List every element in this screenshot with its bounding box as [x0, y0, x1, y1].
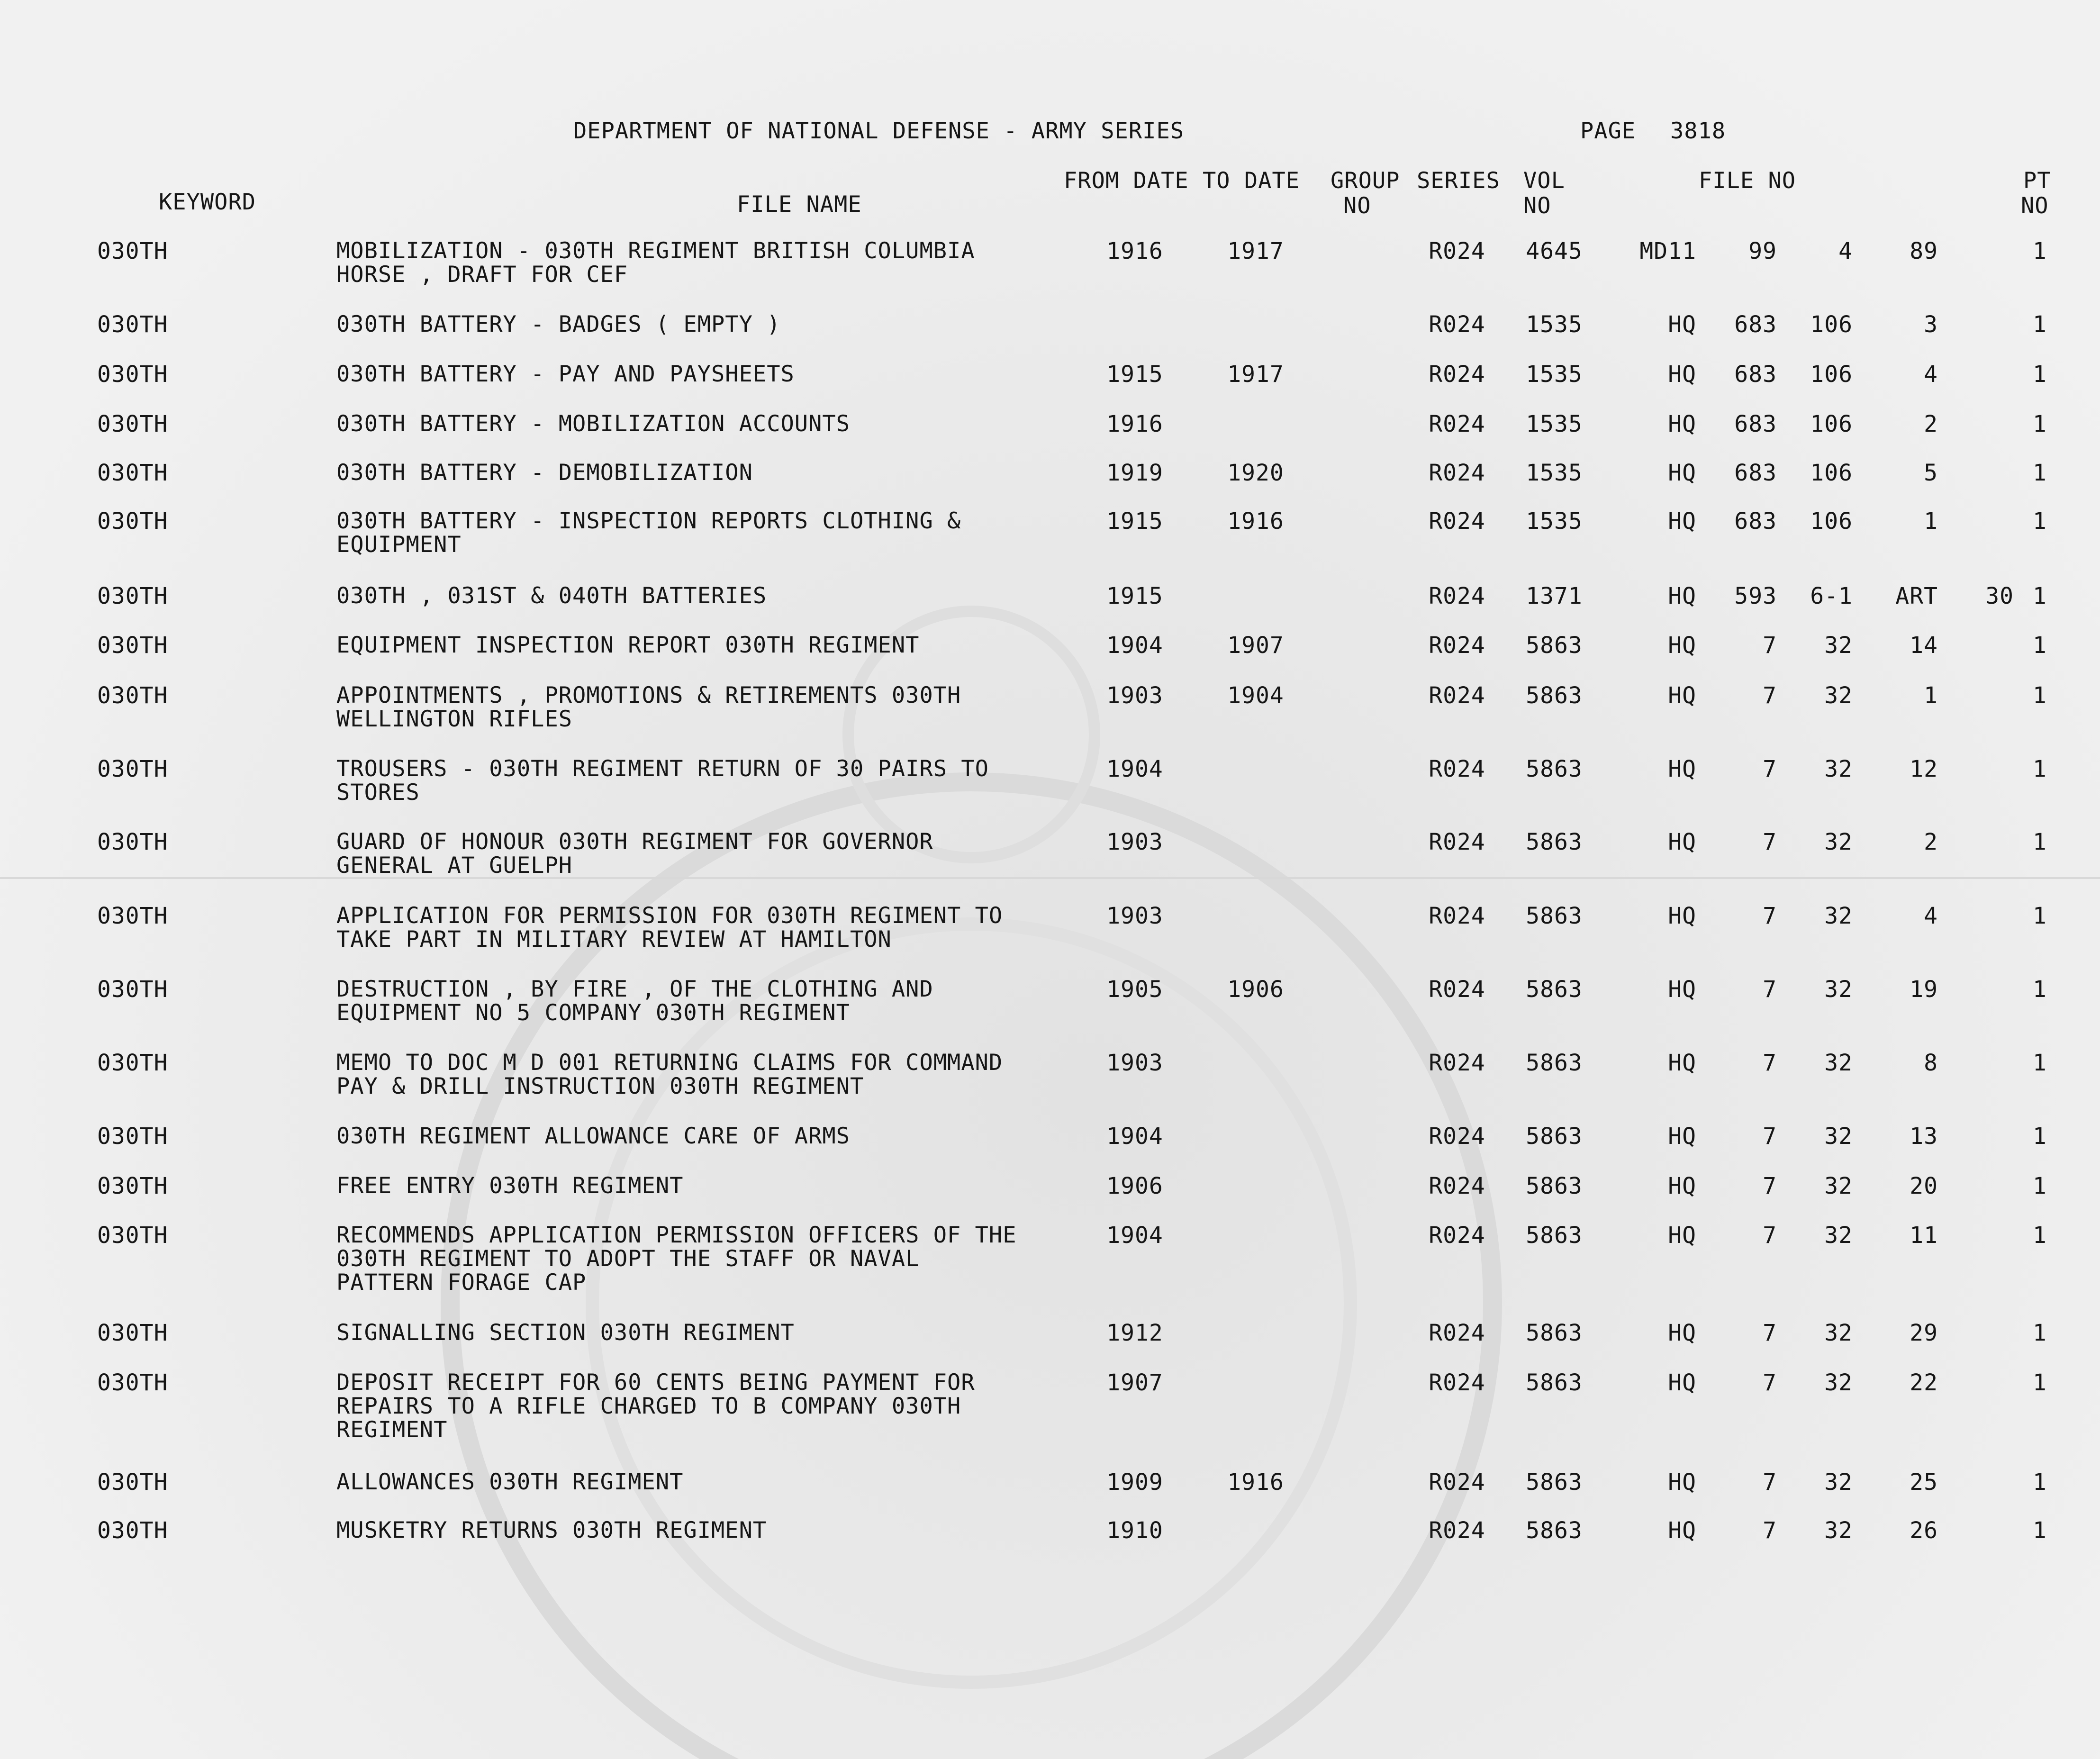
table-row [0, 1519, 2100, 1547]
col-series: SERIES [1417, 168, 1500, 194]
row-pt-no: 1 [2033, 311, 2047, 338]
row-file-no-1: 7 [1763, 632, 1777, 659]
row-file-name: 030TH BATTERY - INSPECTION REPORTS CLOTHING & EQUIPMENT [336, 508, 961, 558]
table-row [0, 976, 2100, 1026]
row-vol: 5863 [1526, 1123, 1583, 1150]
row-file-no-1: 7 [1763, 756, 1777, 782]
row-file-no-1: 7 [1763, 903, 1777, 929]
row-pt-no: 1 [2033, 1222, 2047, 1249]
row-group: HQ [1668, 632, 1696, 659]
row-from-date: 1915 [1106, 508, 1163, 535]
row-series: R024 [1429, 682, 1485, 709]
row-file-no-1: 683 [1734, 311, 1777, 338]
row-vol: 1535 [1526, 411, 1583, 437]
row-pt-no: 1 [2033, 903, 2047, 929]
row-group: HQ [1668, 1369, 1696, 1396]
row-group: HQ [1668, 1123, 1696, 1150]
row-from-date: 1905 [1106, 976, 1163, 1003]
table-row [0, 756, 2100, 806]
row-file-no-1: 7 [1763, 1320, 1777, 1346]
row-pt-no: 1 [2033, 1469, 2047, 1496]
row-file-no-3: 2 [1924, 829, 1938, 855]
row-vol: 1371 [1526, 583, 1583, 609]
row-to-date: 1916 [1227, 508, 1284, 535]
row-pt-no: 1 [2033, 1123, 2047, 1150]
row-group: HQ [1668, 311, 1696, 338]
row-vol: 5863 [1526, 976, 1583, 1003]
row-file-name: TROUSERS - 030TH REGIMENT RETURN OF 30 PAIRS TO STORES [336, 756, 989, 806]
row-series: R024 [1429, 976, 1485, 1003]
row-keyword: 030TH [97, 1320, 168, 1346]
row-file-name: DEPOSIT RECEIPT FOR 60 CENTS BEING PAYMENT FOR REPAIRS TO A RIFLE CHARGED TO B COMPANY 030TH REGIMENT [336, 1369, 975, 1443]
row-group: HQ [1668, 1469, 1696, 1496]
row-series: R024 [1429, 1517, 1485, 1544]
row-pt-no: 1 [2033, 1517, 2047, 1544]
row-file-no-3: 19 [1910, 976, 1938, 1003]
page-number: 3818 [1670, 118, 1726, 144]
row-keyword: 030TH [97, 1050, 168, 1076]
row-keyword: 030TH [97, 460, 168, 486]
row-group: HQ [1668, 583, 1696, 609]
row-pt-no: 1 [2033, 238, 2047, 264]
row-vol: 5863 [1526, 682, 1583, 709]
row-group: HQ [1668, 361, 1696, 388]
row-keyword: 030TH [97, 1222, 168, 1249]
row-vol: 5863 [1526, 1469, 1583, 1496]
row-series: R024 [1429, 756, 1485, 782]
row-vol: 1535 [1526, 311, 1583, 338]
row-vol: 1535 [1526, 508, 1583, 535]
row-file-no-3: 1 [1924, 682, 1938, 709]
row-from-date: 1915 [1106, 361, 1163, 388]
row-from-date: 1916 [1106, 238, 1163, 264]
row-pt-no: 1 [2033, 361, 2047, 388]
row-file-no-3: 13 [1910, 1123, 1938, 1150]
row-pt-no: 1 [2033, 756, 2047, 782]
row-from-date: 1909 [1106, 1469, 1163, 1496]
col-group-no: NO [1343, 193, 1371, 219]
row-to-date: 1920 [1227, 460, 1284, 486]
row-file-no-2: 106 [1810, 311, 1853, 338]
row-keyword: 030TH [97, 311, 168, 338]
row-from-date: 1903 [1106, 903, 1163, 929]
row-to-date: 1904 [1227, 682, 1284, 709]
row-file-no-2: 32 [1824, 1469, 1853, 1496]
row-file-no-3: 4 [1924, 903, 1938, 929]
row-file-no-3: 2 [1924, 411, 1938, 437]
row-file-name: 030TH BATTERY - PAY AND PAYSHEETS [336, 361, 795, 387]
row-from-date: 1919 [1106, 460, 1163, 486]
row-pt-no: 1 [2033, 829, 2047, 855]
row-series: R024 [1429, 583, 1485, 609]
row-keyword: 030TH [97, 1469, 168, 1496]
row-file-no-3: 11 [1910, 1222, 1938, 1249]
row-from-date: 1903 [1106, 1050, 1163, 1076]
row-keyword: 030TH [97, 1369, 168, 1396]
col-vol: VOL [1523, 168, 1565, 194]
col-group: GROUP [1331, 168, 1400, 194]
row-file-no-2: 32 [1824, 756, 1853, 782]
row-pt-no: 1 [2033, 976, 2047, 1003]
row-series: R024 [1429, 238, 1485, 264]
row-file-no-2: 32 [1824, 829, 1853, 855]
row-group: HQ [1668, 903, 1696, 929]
row-file-no-1: 7 [1763, 1222, 1777, 1249]
row-file-no-2: 32 [1824, 1123, 1853, 1150]
row-file-name: FREE ENTRY 030TH REGIMENT [336, 1173, 684, 1199]
table-row [0, 313, 2100, 341]
row-file-no-1: 7 [1763, 1369, 1777, 1396]
row-group: HQ [1668, 756, 1696, 782]
row-keyword: 030TH [97, 682, 168, 709]
table-row [0, 1174, 2100, 1203]
row-group: HQ [1668, 682, 1696, 709]
row-file-no-3: 22 [1910, 1369, 1938, 1396]
row-group: HQ [1668, 1517, 1696, 1544]
row-file-no-4: 30 [1985, 583, 2014, 609]
row-file-no-1: 7 [1763, 1123, 1777, 1150]
row-group: HQ [1668, 1050, 1696, 1076]
row-file-no-2: 32 [1824, 1517, 1853, 1544]
row-series: R024 [1429, 1123, 1485, 1150]
row-keyword: 030TH [97, 238, 168, 264]
row-series: R024 [1429, 361, 1485, 388]
row-file-name: EQUIPMENT INSPECTION REPORT 030TH REGIMENT [336, 632, 920, 658]
row-from-date: 1907 [1106, 1369, 1163, 1396]
table-row [0, 238, 2100, 288]
row-pt-no: 1 [2033, 1369, 2047, 1396]
row-file-no-1: 683 [1734, 361, 1777, 388]
row-series: R024 [1429, 1320, 1485, 1346]
table-row [0, 682, 2100, 732]
row-keyword: 030TH [97, 829, 168, 855]
row-vol: 5863 [1526, 1050, 1583, 1076]
row-keyword: 030TH [97, 583, 168, 609]
row-group: HQ [1668, 829, 1696, 855]
row-vol: 4645 [1526, 238, 1583, 264]
col-pt: PT [2023, 168, 2051, 194]
row-file-no-1: 7 [1763, 682, 1777, 709]
row-file-no-3: 8 [1924, 1050, 1938, 1076]
row-file-no-3: 89 [1910, 238, 1938, 264]
row-group: HQ [1668, 976, 1696, 1003]
row-file-no-3: 25 [1910, 1469, 1938, 1496]
row-file-no-2: 106 [1810, 460, 1853, 486]
table-row [0, 1470, 2100, 1499]
row-file-no-2: 32 [1824, 976, 1853, 1003]
row-keyword: 030TH [97, 411, 168, 437]
table-row [0, 903, 2100, 952]
row-file-no-1: 7 [1763, 1173, 1777, 1199]
row-file-no-3: 29 [1910, 1320, 1938, 1346]
page-label: PAGE [1580, 118, 1636, 144]
col-vol-no: NO [1523, 193, 1551, 219]
row-pt-no: 1 [2033, 460, 2047, 486]
row-keyword: 030TH [97, 756, 168, 782]
table-row [0, 1050, 2100, 1099]
row-group: HQ [1668, 1173, 1696, 1199]
row-file-no-2: 106 [1810, 411, 1853, 437]
row-file-name: RECOMMENDS APPLICATION PERMISSION OFFICERS OF THE 030TH REGIMENT TO ADOPT THE STAFF OR NAVAL PATTERN FORAGE CAP [336, 1222, 1017, 1296]
row-file-no-3: 26 [1910, 1517, 1938, 1544]
row-file-no-3: 1 [1924, 508, 1938, 535]
row-pt-no: 1 [2033, 411, 2047, 437]
col-file-no: FILE NO [1699, 168, 1796, 194]
row-group: HQ [1668, 460, 1696, 486]
col-pt-no: NO [2021, 193, 2049, 219]
row-file-name: SIGNALLING SECTION 030TH REGIMENT [336, 1320, 795, 1346]
row-to-date: 1917 [1227, 238, 1284, 264]
row-series: R024 [1429, 460, 1485, 486]
table-row [0, 412, 2100, 441]
row-file-no-3: ART [1895, 583, 1938, 609]
row-file-no-3: 3 [1924, 311, 1938, 338]
row-from-date: 1912 [1106, 1320, 1163, 1346]
row-file-no-2: 32 [1824, 903, 1853, 929]
row-file-no-3: 5 [1924, 460, 1938, 486]
row-keyword: 030TH [97, 361, 168, 388]
col-file-name: FILE NAME [737, 191, 862, 218]
row-from-date: 1915 [1106, 583, 1163, 609]
row-file-no-1: 7 [1763, 1517, 1777, 1544]
row-keyword: 030TH [97, 976, 168, 1003]
row-file-name: GUARD OF HONOUR 030TH REGIMENT FOR GOVERNOR GENERAL AT GUELPH [336, 829, 933, 879]
row-file-name: MUSKETRY RETURNS 030TH REGIMENT [336, 1517, 767, 1543]
row-file-no-1: 7 [1763, 1050, 1777, 1076]
row-file-no-3: 20 [1910, 1173, 1938, 1199]
row-from-date: 1904 [1106, 756, 1163, 782]
row-file-no-1: 683 [1734, 411, 1777, 437]
table-row [0, 1321, 2100, 1350]
row-series: R024 [1429, 1050, 1485, 1076]
row-pt-no: 1 [2033, 632, 2047, 659]
row-pt-no: 1 [2033, 682, 2047, 709]
row-series: R024 [1429, 1369, 1485, 1396]
row-file-no-3: 14 [1910, 632, 1938, 659]
table-row [0, 1369, 2100, 1443]
row-file-no-2: 32 [1824, 682, 1853, 709]
row-to-date: 1917 [1227, 361, 1284, 388]
row-file-no-1: 683 [1734, 460, 1777, 486]
row-pt-no: 1 [2033, 583, 2047, 609]
row-file-name: 030TH BATTERY - DEMOBILIZATION [336, 460, 753, 486]
row-file-no-1: 7 [1763, 829, 1777, 855]
row-vol: 5863 [1526, 1173, 1583, 1199]
row-series: R024 [1429, 1222, 1485, 1249]
row-file-no-2: 32 [1824, 1050, 1853, 1076]
col-keyword: KEYWORD [159, 189, 256, 215]
row-keyword: 030TH [97, 1173, 168, 1199]
row-from-date: 1906 [1106, 1173, 1163, 1199]
report-title: DEPARTMENT OF NATIONAL DEFENSE - ARMY SERIES [573, 118, 1185, 144]
row-pt-no: 1 [2033, 1050, 2047, 1076]
table-row [0, 461, 2100, 490]
row-file-no-1: 99 [1748, 238, 1777, 264]
row-from-date: 1916 [1106, 411, 1163, 437]
row-vol: 5863 [1526, 1320, 1583, 1346]
row-keyword: 030TH [97, 903, 168, 929]
row-file-no-1: 7 [1763, 976, 1777, 1003]
row-vol: 5863 [1526, 632, 1583, 659]
row-vol: 5863 [1526, 756, 1583, 782]
row-vol: 5863 [1526, 829, 1583, 855]
row-file-name: 030TH REGIMENT ALLOWANCE CARE OF ARMS [336, 1123, 850, 1149]
row-file-no-2: 6-1 [1810, 583, 1853, 609]
row-file-no-1: 7 [1763, 1469, 1777, 1496]
row-file-no-2: 106 [1810, 361, 1853, 388]
row-file-name: APPLICATION FOR PERMISSION FOR 030TH REGIMENT TO TAKE PART IN MILITARY REVIEW AT HAMILTON [336, 903, 1003, 952]
col-dates: FROM DATE TO DATE [1064, 168, 1300, 194]
row-keyword: 030TH [97, 632, 168, 659]
table-row [0, 634, 2100, 662]
row-file-no-1: 683 [1734, 508, 1777, 535]
row-from-date: 1903 [1106, 682, 1163, 709]
row-from-date: 1904 [1106, 1222, 1163, 1249]
table-row [0, 829, 2100, 879]
row-file-name: ALLOWANCES 030TH REGIMENT [336, 1469, 684, 1495]
row-vol: 1535 [1526, 460, 1583, 486]
row-file-name: 030TH , 031ST & 040TH BATTERIES [336, 583, 767, 609]
row-pt-no: 1 [2033, 508, 2047, 535]
row-series: R024 [1429, 1469, 1485, 1496]
row-series: R024 [1429, 311, 1485, 338]
row-keyword: 030TH [97, 1123, 168, 1150]
row-series: R024 [1429, 829, 1485, 855]
row-pt-no: 1 [2033, 1173, 2047, 1199]
row-group: HQ [1668, 1222, 1696, 1249]
row-from-date: 1904 [1106, 632, 1163, 659]
row-file-no-3: 12 [1910, 756, 1938, 782]
row-file-no-1: 593 [1734, 583, 1777, 609]
row-file-name: 030TH BATTERY - BADGES ( EMPTY ) [336, 311, 781, 337]
row-group: HQ [1668, 1320, 1696, 1346]
row-file-no-2: 32 [1824, 1320, 1853, 1346]
row-file-no-2: 32 [1824, 1369, 1853, 1396]
row-series: R024 [1429, 411, 1485, 437]
row-vol: 1535 [1526, 361, 1583, 388]
table-row [0, 1222, 2100, 1296]
row-group: HQ [1668, 508, 1696, 535]
row-series: R024 [1429, 632, 1485, 659]
row-file-name: APPOINTMENTS , PROMOTIONS & RETIREMENTS 030TH WELLINGTON RIFLES [336, 682, 961, 732]
row-from-date: 1904 [1106, 1123, 1163, 1150]
table-row [0, 363, 2100, 391]
row-file-name: MEMO TO DOC M D 001 RETURNING CLAIMS FOR COMMAND PAY & DRILL INSTRUCTION 030TH REGIMENT [336, 1050, 1003, 1099]
table-row [0, 584, 2100, 613]
row-file-no-2: 32 [1824, 1173, 1853, 1199]
row-series: R024 [1429, 508, 1485, 535]
row-group: MD11 [1639, 238, 1696, 264]
row-vol: 5863 [1526, 1517, 1583, 1544]
row-keyword: 030TH [97, 1517, 168, 1544]
row-file-name: DESTRUCTION , BY FIRE , OF THE CLOTHING AND EQUIPMENT NO 5 COMPANY 030TH REGIMENT [336, 976, 933, 1026]
row-to-date: 1916 [1227, 1469, 1284, 1496]
row-vol: 5863 [1526, 1222, 1583, 1249]
row-file-no-2: 106 [1810, 508, 1853, 535]
row-file-no-2: 32 [1824, 1222, 1853, 1249]
row-series: R024 [1429, 1173, 1485, 1199]
row-from-date: 1910 [1106, 1517, 1163, 1544]
row-file-no-3: 4 [1924, 361, 1938, 388]
row-pt-no: 1 [2033, 1320, 2047, 1346]
row-to-date: 1906 [1227, 976, 1284, 1003]
row-vol: 5863 [1526, 903, 1583, 929]
table-row [0, 508, 2100, 558]
row-file-no-2: 4 [1838, 238, 1853, 264]
row-file-name: MOBILIZATION - 030TH REGIMENT BRITISH COLUMBIA HORSE , DRAFT FOR CEF [336, 238, 975, 288]
row-file-name: 030TH BATTERY - MOBILIZATION ACCOUNTS [336, 411, 850, 437]
row-vol: 5863 [1526, 1369, 1583, 1396]
row-keyword: 030TH [97, 508, 168, 535]
row-to-date: 1907 [1227, 632, 1284, 659]
row-series: R024 [1429, 903, 1485, 929]
row-file-no-2: 32 [1824, 632, 1853, 659]
row-group: HQ [1668, 411, 1696, 437]
row-from-date: 1903 [1106, 829, 1163, 855]
table-row [0, 1124, 2100, 1153]
